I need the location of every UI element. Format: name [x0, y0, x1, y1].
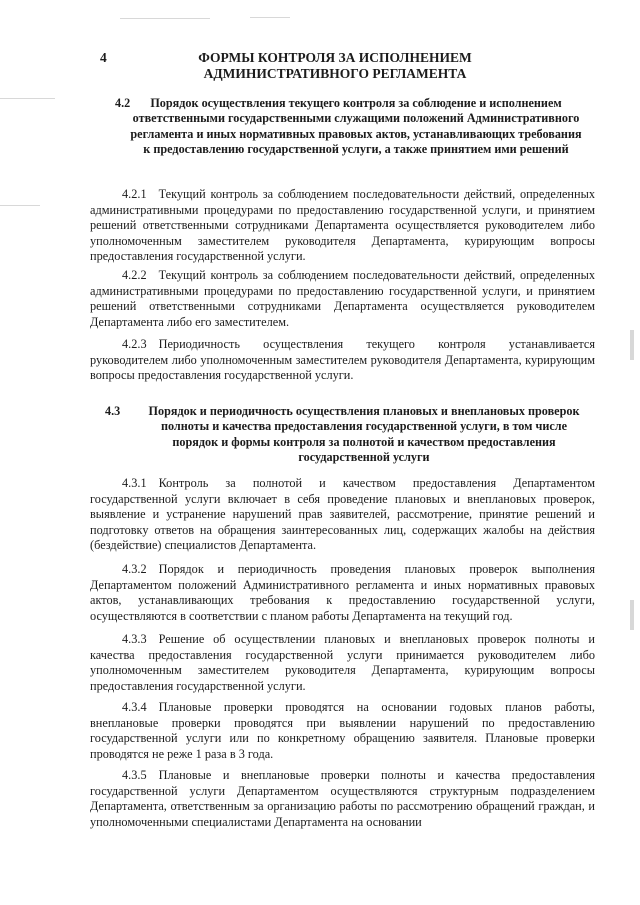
- paragraph-4-2-3: [90, 337, 595, 384]
- paragraph-number: 4.2.3: [122, 337, 147, 351]
- section-4-2-number: 4.2: [115, 96, 131, 110]
- paragraph-4-3-2: [90, 562, 595, 624]
- paragraph-number: 4.2.2: [122, 268, 147, 282]
- paragraph-number: 4.3.5: [122, 768, 147, 782]
- scan-artifact: [250, 17, 290, 18]
- paragraph-4-3-1: [90, 476, 595, 554]
- paragraph-text: Периодичность осуществления текущего контроля устанавливается руководителем либо уполномоченным заместителем руководителя Департамента, курирующим вопросы предоставления государственной услуги.: [90, 337, 595, 383]
- section-4-2-title: Порядок осуществления текущего контроля за соблюдение и исполнением ответственными государственными служащими положений Административного регламента и иных нормативных правовых актов, устанавливающих требования к предоставлению государственной услуги, а также принятием ими решений: [130, 96, 582, 156]
- section-4-heading: [100, 50, 570, 82]
- scan-artifact: [120, 18, 210, 19]
- paragraph-text: Плановые проверки проводятся на основании годовых планов работы, внеплановые проверки проводятся при выявлении нарушений по предоставлению государственной услуги или по конкретному обращению заявителя. Плановые проверки проводятся не реже 1 раза в 3 года.: [90, 700, 595, 761]
- paragraph-number: 4.3.4: [122, 700, 147, 714]
- section-4-3-title: Порядок и периодичность осуществления плановых и внеплановых проверок полноты и качества предоставления государственной услуги, в том числе порядок и формы контроля за полнотой и качеством предоставления государственной услуги: [148, 404, 580, 464]
- paragraph-4-3-3: [90, 632, 595, 694]
- paragraph-text: Контроль за полнотой и качеством предоставления Департаментом государственной услуги включает в себя проведение плановых и внеплановых проверок, выявление и устранение нарушений прав заявителей, рассмотрение, принятие решений и подготовку ответов на обращения заинтересованных лиц, содержащих жалобы на действия (бездействие) специалистов Департамента.: [90, 476, 595, 553]
- section-4-2-heading: [100, 96, 588, 157]
- scan-artifact: [0, 98, 55, 99]
- paragraph-text: Порядок и периодичность проведения плановых проверок выполнения Департаментом положений Административного регламента и иных нормативных правовых актов, устанавливающих требования к предоставлению государственной услуги, осуществляются в соответствии с планом работы Департамента на текущий год.: [90, 562, 595, 623]
- scan-artifact: [630, 600, 634, 630]
- section-4-3-heading: [100, 404, 588, 465]
- paragraph-4-2-1: [90, 187, 595, 265]
- paragraph-text: Текущий контроль за соблюдением последовательности действий, определенных административными процедурами по предоставлению государственной услуги, и принятием решений ответственными сотрудниками Департамента осуществляется руководителем либо уполномоченным заместителем руководителя Департамента, курирующим вопросы предоставления государственной услуги.: [90, 187, 595, 264]
- paragraph-text: Плановые и внеплановые проверки полноты и качества предоставления государственной услуги Департаментом осуществляются структурным подразделением Департамента, ответственным за организацию работы по рассмотрению обращений граждан, и уполномоченными специалистами Департамента на основании: [90, 768, 595, 829]
- paragraph-number: 4.3.1: [122, 476, 147, 490]
- paragraph-4-2-2: [90, 268, 595, 330]
- paragraph-number: 4.3.2: [122, 562, 147, 576]
- scan-artifact: [630, 330, 634, 360]
- paragraph-number: 4.2.1: [122, 187, 147, 201]
- section-4-number: 4: [100, 50, 107, 65]
- section-4-3-number: 4.3: [105, 404, 121, 418]
- paragraph-text: Текущий контроль за соблюдением последовательности действий, определенных административными процедурами по предоставлению государственной услуги, и принятием решений ответственными сотрудниками Департамента осуществляется руководителем Департамента либо его заместителем.: [90, 268, 595, 329]
- section-4-title: ФОРМЫ КОНТРОЛЯ ЗА ИСПОЛНЕНИЕМ АДМИНИСТРАТИВНОГО РЕГЛАМЕНТА: [198, 50, 472, 81]
- paragraph-text: Решение об осуществлении плановых и внеплановых проверок полноты и качества предоставления государственной услуги принимается руководителем либо уполномоченным заместителем руководителя Департамента, курирующим вопросы предоставления государственной услуги.: [90, 632, 595, 693]
- paragraph-4-3-5: [90, 768, 595, 830]
- paragraph-4-3-4: [90, 700, 595, 762]
- paragraph-number: 4.3.3: [122, 632, 147, 646]
- scan-artifact: [0, 205, 40, 206]
